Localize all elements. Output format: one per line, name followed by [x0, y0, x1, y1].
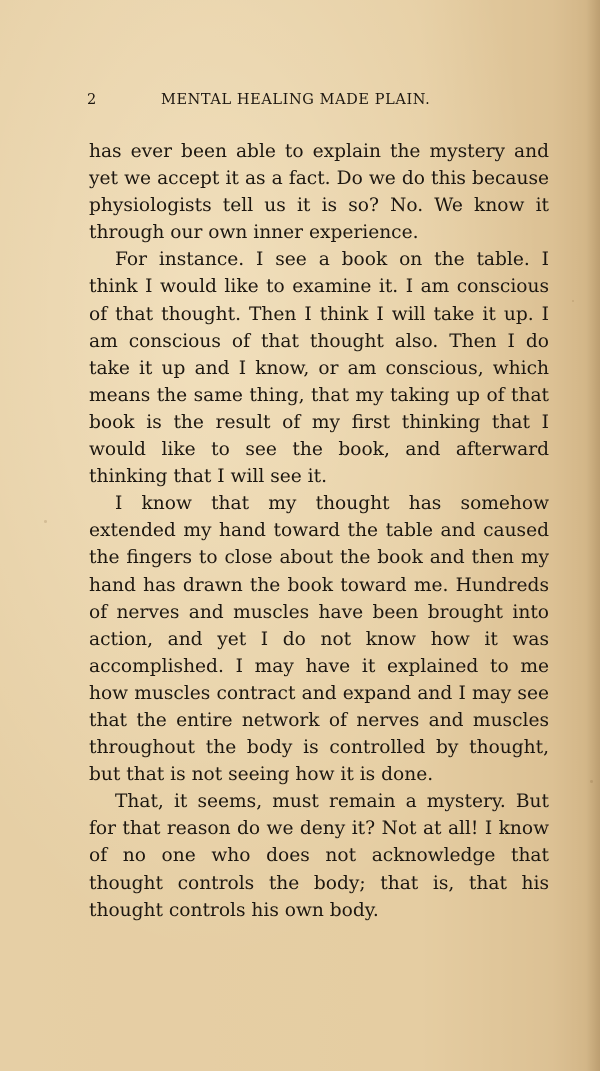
running-head — [87, 92, 547, 116]
paper-speck — [590, 780, 593, 783]
paragraph-continued: has ever been able to explain the mystery and yet we accept it as a fact. Do we do this because physiologists tell us it is so? No. We know it through our own inner experience. — [89, 141, 549, 244]
page-number: 2 — [87, 92, 97, 108]
paper-speck — [44, 520, 47, 523]
paper-speck — [572, 300, 574, 302]
body-text — [89, 138, 549, 924]
paragraph: I know that my thought has somehow extended my hand toward the table and caused the fingers to close about the book and then my hand has drawn the book toward me. Hundreds of nerves and muscles have been brought into action, and yet I do not know how it was accomplished. I may have it explained to me how muscles contract and expand and I may see that the entire network of nerves and muscles throughout the body is controlled by thought, but that is not seeing how it is done. — [89, 493, 549, 786]
paragraph: For instance. I see a book on the table. I think I would like to examine it. I am conscious of that thought. Then I think I will take it up. I am conscious of that thought also. Then I do take it up and I know, or am conscious, which means the same thing, that my taking up of that book is the result of my first thinking that I would like to see the book, and afterward thinking that I will see it. — [89, 249, 549, 488]
running-title: MENTAL HEALING MADE PLAIN. — [161, 92, 431, 108]
page-edge-shadow — [586, 0, 600, 1071]
paragraph: That, it seems, must remain a mystery. But for that reason do we deny it? Not at all! I know of no one who does not acknowledge that thought controls the body; that is, that his thought controls his own body. — [89, 791, 549, 921]
